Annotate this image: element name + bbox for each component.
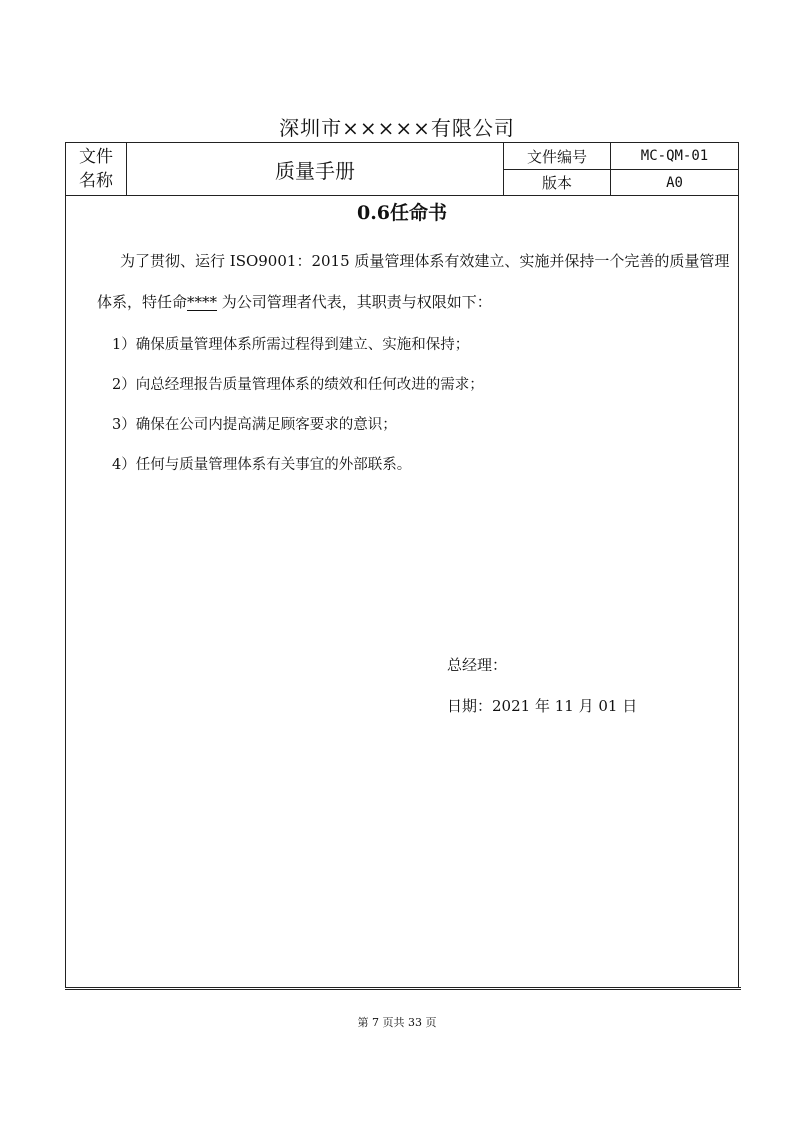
file-code-label: 文件编号: [526, 147, 587, 166]
signature-date: 日期：2021 年 11 月 01 日: [447, 697, 638, 715]
document-title: 质量手册: [275, 158, 355, 183]
file-name-label-line1: 文件: [79, 147, 113, 167]
version-label: 版本: [541, 174, 572, 192]
file-name-label-line2: 名称: [79, 171, 113, 191]
duty-item: 2）向总经理报告质量管理体系的绩效和任何改进的需求；: [112, 377, 484, 393]
duty-item: 3）确保在公司内提高满足顾客要求的意识；: [112, 417, 397, 433]
frame-bottom-double-rule: [65, 987, 741, 990]
appointee-name: ****: [187, 293, 218, 311]
company-name: 深圳市×××××有限公司: [279, 116, 515, 140]
general-manager-signature-label: 总经理：: [447, 656, 508, 674]
duty-item: 1）确保质量管理体系所需过程得到建立、实施和保持；: [112, 337, 470, 353]
page-number: 第 7 页共 33 页: [357, 1016, 437, 1029]
version-value: A0: [666, 174, 683, 191]
intro-line2-prefix: 体系，特任命: [97, 293, 188, 311]
intro-paragraph-line2: [97, 291, 492, 312]
file-name-label: [66, 143, 126, 195]
section-title: 0.6任命书: [356, 202, 448, 224]
intro-paragraph-line1: 为了贯彻、运行 ISO9001：2015 质量管理体系有效建立、实施并保持一个完善的质量管理: [120, 252, 730, 270]
header-table-bottom-rule: [65, 195, 739, 196]
duty-item: 4）任何与质量管理体系有关事宜的外部联系。: [112, 457, 412, 473]
intro-line2-suffix: 为公司管理者代表，其职责与权限如下：: [221, 293, 492, 311]
file-code-value: MC-QM-01: [640, 148, 709, 164]
